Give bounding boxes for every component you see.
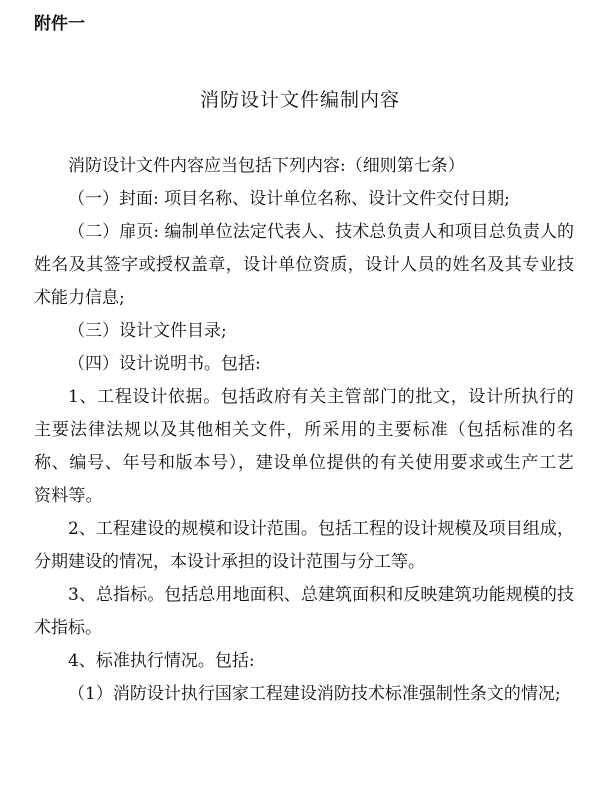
document-body [34,150,574,711]
paragraph-design-description: （四）设计说明书。包括: [68,354,261,374]
paragraph-title-page: （二）扉页: 编制单位法定代表人、技术总负责人和项目总负责人的姓名及其签字或授权盖章，设计单位资质，设计人员的姓名及其专业技术能力信息; [34,222,574,308]
paragraph-total-indicators: 3、总指标。包括总用地面积、总建筑面积和反映建筑功能规模的技术指标。 [34,585,574,638]
attachment-label: 附件一 [34,14,85,34]
paragraph-intro: 消防设计文件内容应当包括下列内容:（细则第七条） [68,156,465,176]
document-title: 消防设计文件编制内容 [199,89,400,111]
paragraph-scale-scope: 2、工程建设的规模和设计范围。包括工程的设计规模及项目组成，分期建设的情况，本设计承担的设计范围与分工等。 [34,519,574,572]
paragraph-cover: （一）封面: 项目名称、设计单位名称、设计文件交付日期; [68,189,510,209]
paragraph-design-basis: 1、工程设计依据。包括政府有关主管部门的批文，设计所执行的主要法律法规以及其他相关文件，所采用的主要标准（包括标准的名称、编号、年号和版本号），建设单位提供的有关使用要求或生产工艺资料等。 [34,387,574,506]
paragraph-standards: 4、标准执行情况。包括: [68,651,255,671]
paragraph-mandatory-clauses: （1）消防设计执行国家工程建设消防技术标准强制性条文的情况; [68,684,561,704]
paragraph-contents: （三）设计文件目录; [68,321,227,341]
